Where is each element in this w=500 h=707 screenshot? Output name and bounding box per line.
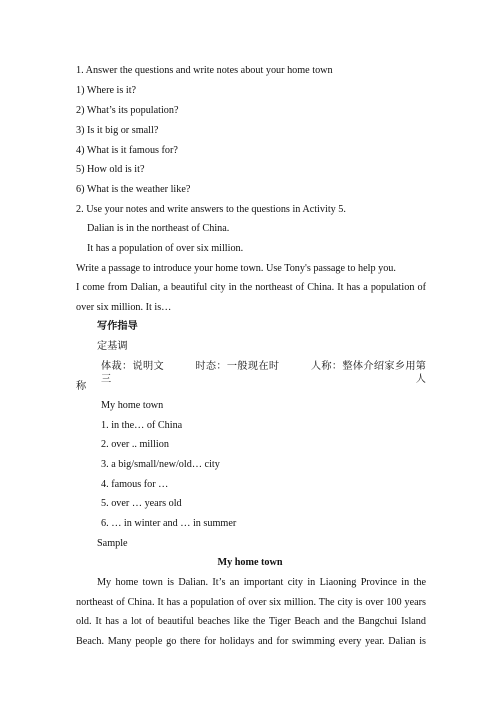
question-1: 1) Where is it? [76,85,137,96]
answer-1: Dalian is in the northeast of China. [87,223,230,234]
sample-label: Sample [97,538,128,549]
guide-style-line-cont: 称 [76,381,87,392]
task-example-line2: over six million. It is… [76,302,172,313]
guide-title: 写作指导 [97,321,138,332]
task-instruction: Write a passage to introduce your home town. Use Tony's passage to help you. [76,263,396,274]
activity2-heading: 2. Use your notes and write answers to the questions in Activity 5. [76,204,346,215]
question-3: 3) Is it big or small? [76,125,159,136]
task-example-line1: I come from Dalian, a beautiful city in the northeast of China. It has a population of [76,282,426,293]
outline-item-6: 6. … in winter and … in summer [101,518,237,529]
outline-item-3: 3. a big/small/new/old… city [101,459,220,470]
question-5: 5) How old is it? [76,164,145,175]
outline-item-2: 2. over .. million [101,439,169,450]
answer-2: It has a population of over six million. [87,243,244,254]
sample-line-4: Beach. Many people go there for holidays and for swimming every year. Dalian is [76,636,426,647]
question-2: 2) What’s its population? [76,105,179,116]
sample-line-1: My home town is Dalian. It’s an important city in Liaoning Province in the [97,577,426,588]
guide-style-line: 体裁：说明文 时态：一般现在时 人称：整体介绍家乡用第三人 [101,361,426,385]
guide-subtitle: 定基调 [97,341,128,352]
outline-item-5: 5. over … years old [101,498,182,509]
activity1-heading: 1. Answer the questions and write notes about your home town [76,65,333,76]
question-6: 6) What is the weather like? [76,184,191,195]
sample-line-3: old. It has a lot of beautiful beaches like the Tiger Beach and the Bangchui Island [76,616,426,627]
outline-title: My home town [101,400,164,411]
question-4: 4) What is it famous for? [76,145,178,156]
outline-item-4: 4. famous for … [101,479,169,490]
sample-line-2: northeast of China. It has a population of over six million. The city is over 100 years [76,597,426,608]
outline-item-1: 1. in the… of China [101,420,183,431]
sample-title: My home town [217,557,283,568]
